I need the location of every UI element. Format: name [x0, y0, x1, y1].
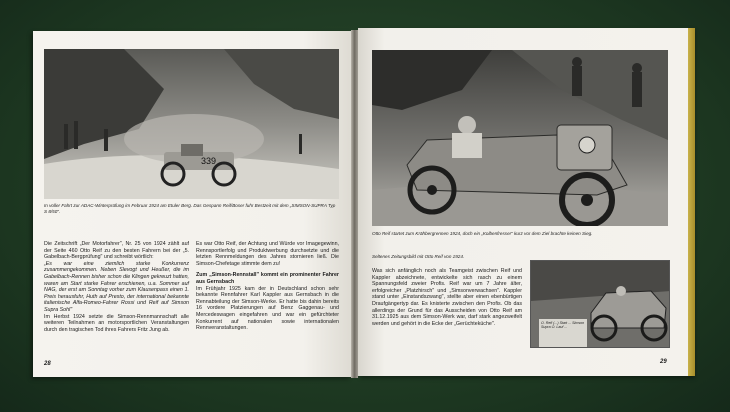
newspaper-inset-photo	[530, 260, 670, 348]
page-number-right: 29	[660, 359, 667, 365]
left-photo-caption: In voller Fahrt zur ADAC-Winterprüfung im Februar 1924 am Etuler Berg. Das Gespann Reif/Boser fuhr Bestzeit mit dem „SIMSON-SUPRA Typ S 8/50".	[44, 203, 336, 214]
race-photo-kraehberg-image	[372, 50, 668, 226]
race-photo-winter	[44, 49, 339, 199]
left-col2-text: Es war Otto Reif, der Achtung und Würde vor Imagegewinn, Rennsportlerfolg und Produktwerbung durchsetzte und die letzten Rennmeldungen des Jahres stornieren ließ. Die Simson-Chefetage stimmte dem zu!	[196, 241, 339, 267]
left-col1-quote: „Es war eine ziemlich starke Konkurrenz zusammengekommen. Neben Slevogt und Heußer, die im Gabelbach-Rennen bisher schon die Klingen gekreuzt hatten, waren am Start starke Fahrer erschienen, u.a. Sommer auf NAG, der erst am Sonntag vorher zum Klausenpass einen 1. Preis herausfuhr, Huth auf Presto, der international bekannte italienische Alfa-Romeo-Fahrer Rossi und Reif auf Simson Supra Sohl"	[44, 260, 189, 313]
inset-caption: O. Reif (...) Start ... Simson Supra O. Lauf ...	[541, 321, 585, 330]
page-edge	[688, 28, 695, 376]
right-column	[372, 268, 522, 327]
race-photo-winter-image	[44, 49, 339, 199]
left-col1-end: Im Herbst 1924 setzte die Simson-Rennmannschaft alle weiteren Teilnahmen an motorsportlichen Veranstaltungen durch den tragischen Tod ihres Fahrers Fritz Jung ab.	[44, 313, 189, 333]
book-spine	[351, 30, 358, 378]
left-col1-intro: Die Zeitschrift „Der Motorfahrer", Nr. 25 von 1924 zählt auf der Seite 460 Otto Reif zu den besten Fahrern bei der „5. Gabelbach-Bergprüfung" und schreibt wörtlich:	[44, 241, 189, 261]
newspaper-inset-image	[531, 261, 670, 348]
newspaper-caption: Seltenes Zeitungsbild mit Otto Reif von 1924.	[372, 254, 465, 259]
left-page	[33, 31, 351, 377]
right-page	[358, 28, 693, 376]
left-col2-rest: Im Frühjahr 1925 kam der in Deutschland schon sehr bekannte Rennfahrer Karl Kappler aus Gernsbach in die Rennabteilung der Simson-Werke. Er hatte bis dahin bereits 16 vordere Platzierungen auf Benz Gaggenau- und Mercedeswagen eingefahren und war ein gefürchteter Konkurrent auf nationalen sowie internationalen Rennveranstaltungen.	[196, 285, 339, 332]
left-col2-heading: Zum „Simson-Rennstall" kommt ein prominenter Fahrer aus Gernsbach	[196, 272, 339, 285]
right-photo-caption: Otto Reif startet zum Krähbergrennen 1924, doch ein „Kolbenfresser" kurz vor dem Ziel brachte keinen Sieg.	[372, 231, 593, 236]
race-photo-kraehberg	[372, 50, 668, 226]
right-body-text: Was sich anfänglich noch als Teamgeist zwischen Reif und Kappler abzeichnete, entwickelte sich rasch zu einem Spannungsfeld zweier Profis. Reif war um 7 Jahre älter, erfolgreicher „Platzhirsch" und „Simsonverwachsen". Kappler stand unter „Einstandszwang", stellte aber einen ebenbürtigen Draufgängertyp dar. Es knisterte zwischen den Profis. Ob das allerdings der Grund für das Ausscheiden von Otto Reif am 31.12.1925 aus dem Simson-Werk war, darf stark angezweifelt werden und gehört in die Ecke der „Gerüchteküche".	[372, 268, 522, 327]
left-column-2	[196, 241, 339, 332]
svg-text:339: 339	[201, 156, 217, 166]
page-number-left: 28	[44, 361, 51, 367]
left-column-1	[44, 241, 189, 333]
